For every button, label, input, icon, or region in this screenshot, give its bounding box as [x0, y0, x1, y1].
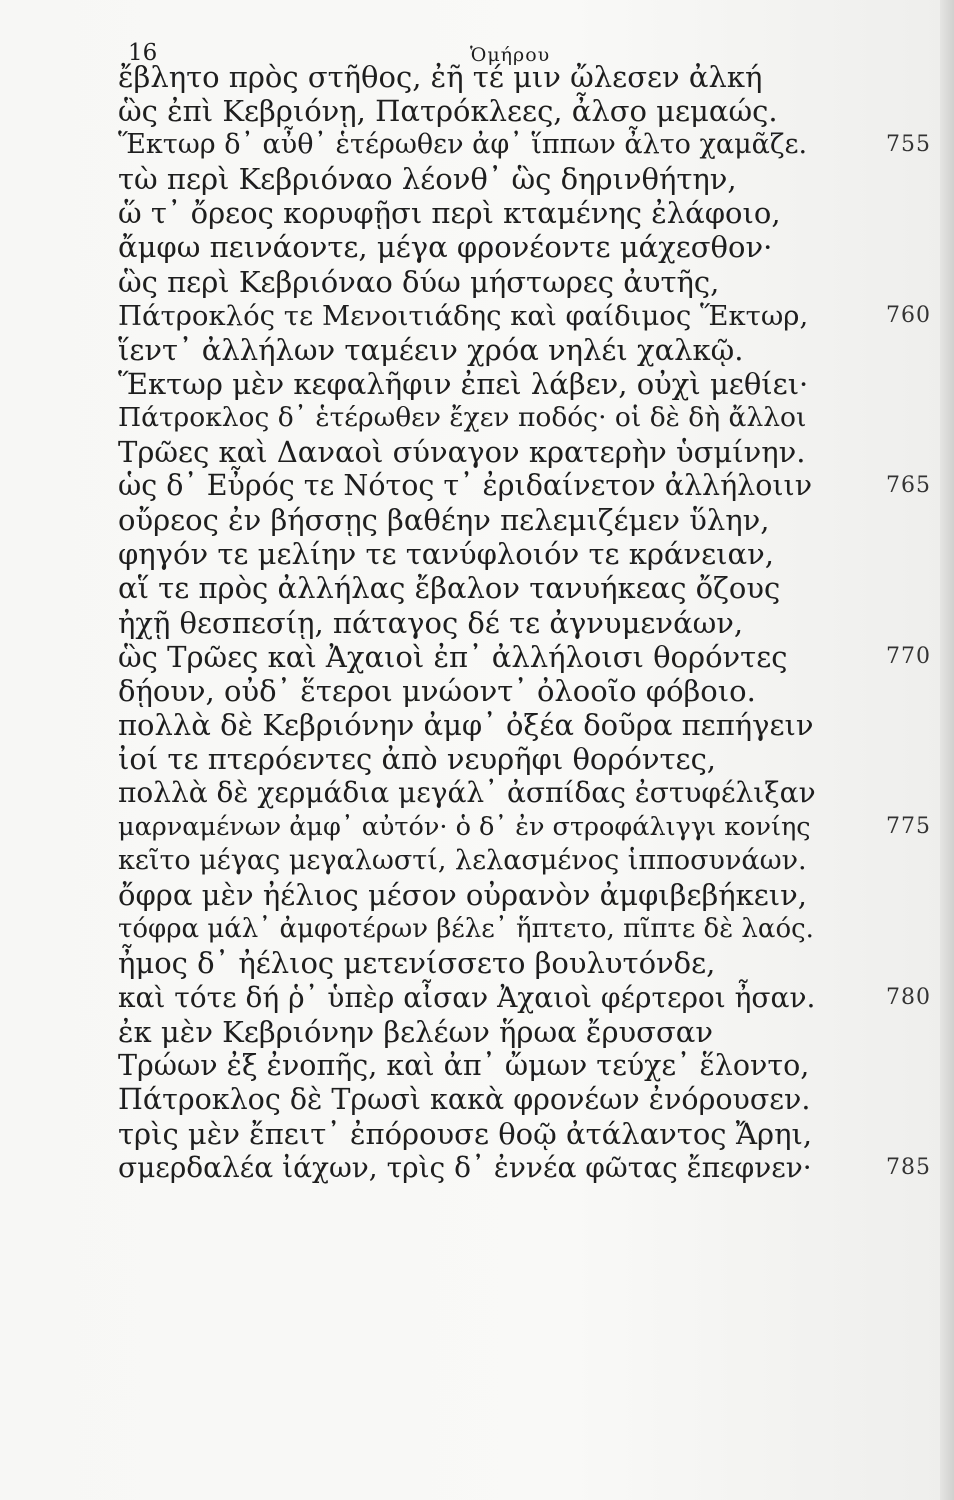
verse-line: πολλὰ δὲ Κεβριόνην ἀμφ᾽ ὀξέα δοῦρα πεπήγειν [118, 707, 814, 742]
verse-line: σμερδαλέα ἰάχων, τρὶς δ᾽ ἐννέα φῶτας ἔπεφνεν· [118, 1151, 812, 1184]
verse-block [118, 60, 816, 1185]
verse-line: ὄφρα μὲν ἠέλιος μέσον οὐρανὸν ἀμφιβεβήκειν, [118, 878, 807, 913]
verse-line: καὶ τότε δή ῥ᾽ ὑπὲρ αἶσαν Ἀχαιοὶ φέρτεροι ἦσαν. [118, 980, 816, 1014]
verse-line: τόφρα μάλ᾽ ἀμφοτέρων βέλε᾽ ἥπτετο, πῖπτε δὲ λαός. [118, 914, 814, 945]
line-number: 780 [886, 984, 931, 1010]
verse-line: ὡς δ᾽ Εὖρός τε Νότος τ᾽ ἐριδαίνετον ἀλλήλοιιν [118, 469, 813, 503]
verse-line: ὣς περὶ Κεβριόναο δύω μήστωρες ἀυτῆς, [118, 264, 720, 299]
line-number: 760 [886, 302, 931, 328]
verse-line: φηγόν τε μελίην τε τανύφλοιόν τε κράνειαν, [118, 537, 774, 572]
verse-line: Πάτροκλός τε Μενοιτιάδης καὶ φαίδιμος Ἕκτωρ, [118, 299, 809, 332]
verse-line: τὼ περὶ Κεβριόναο λέονθ᾽ ὣς δηρινθήτην, [118, 162, 737, 197]
verse-line: ἰοί τε πτερόεντες ἀπὸ νευρῆφι θορόντες, [118, 741, 717, 776]
verse-line: Τρῶες καὶ Δαναοὶ σύναγον κρατερὴν ὑσμίνην. [118, 435, 806, 470]
verse-line: Πάτροκλος δ᾽ ἑτέρωθεν ἔχεν ποδός· οἱ δὲ δὴ ἄλλοι [118, 401, 807, 433]
verse-line: οὔρεος ἐν βήσσῃς βαθέην πελεμιζέμεν ὕλην, [118, 503, 770, 538]
page-edge [940, 0, 954, 1500]
verse-line: ἵεντ᾽ ἀλλήλων ταμέειν χρόα νηλέι χαλκῷ. [118, 332, 744, 367]
verse-line: Πάτροκλος δὲ Τρωσὶ κακὰ φρονέων ἐνόρουσεν. [118, 1082, 811, 1116]
verse-line: ἄμφω πεινάοντε, μέγα φρονέοντε μάχεσθον· [118, 230, 773, 265]
verse-line: τρὶς μὲν ἔπειτ᾽ ἐπόρουσε θοῷ ἀτάλαντος Ἄρηι, [118, 1116, 813, 1151]
verse-line: κεῖτο μέγας μεγαλωστί, λελασμένος ἱπποσυνάων. [118, 845, 807, 877]
line-number: 765 [886, 473, 931, 499]
line-number: 785 [886, 1155, 931, 1181]
line-number: 755 [886, 132, 931, 158]
verse-line: Ἕκτωρ μὲν κεφαλῆφιν ἐπεὶ λάβεν, οὐχὶ μεθίει· [118, 366, 809, 401]
verse-line: ἦμος δ᾽ ἠέλιος μετενίσσετο βουλυτόνδε, [118, 946, 716, 981]
verse-line: Ἕκτωρ δ᾽ αὖθ᾽ ἑτέρωθεν ἀφ᾽ ἵππων ἆλτο χαμᾶζε. [118, 129, 808, 161]
verse-line: ἐκ μὲν Κεβριόνην βελέων ἥρωα ἔρυσσαν [118, 1014, 713, 1049]
verse-line: Τρώων ἐξ ἐνοπῆς, καὶ ἀπ᾽ ὤμων τεύχε᾽ ἕλοντο, [118, 1048, 810, 1082]
verse-line: ὣς Τρῶες καὶ Ἀχαιοὶ ἐπ᾽ ἀλλήλοισι θορόντες [118, 639, 788, 674]
verse-line: πολλὰ δὲ χερμάδια μεγάλ᾽ ἀσπίδας ἐστυφέλιξαν [118, 775, 816, 809]
running-head: Ὁμήρου [470, 44, 551, 66]
verse-line: μαρναμένων ἀμφ᾽ αὐτόν· ὁ δ᾽ ἐν στροφάλιγγι κονίης [118, 812, 811, 843]
line-number: 775 [886, 814, 931, 840]
verse-line: ὥ τ᾽ ὄρεος κορυφῇσι περὶ κταμένης ἐλάφοιο, [118, 196, 781, 231]
verse-line: ἠχῇ θεσπεσίῃ, πάταγος δέ τε ἀγνυμενάων, [118, 605, 744, 640]
verse-line: ἔβλητο πρὸς στῆθος, ἐῆ τέ μιν ὤλεσεν ἀλκή [118, 60, 763, 94]
verse-line: δῄουν, οὐδ᾽ ἕτεροι μνώοντ᾽ ὀλοοῖο φόβοιο. [118, 673, 756, 708]
page-number: 16 [128, 40, 158, 66]
verse-line: αἵ τε πρὸς ἀλλήλας ἔβαλον τανυήκεας ὄζους [118, 571, 781, 606]
line-number: 770 [886, 643, 931, 669]
verse-line: ὣς ἐπὶ Κεβριόνῃ, Πατρόκλεες, ἆλσο μεμαώς. [118, 94, 778, 129]
